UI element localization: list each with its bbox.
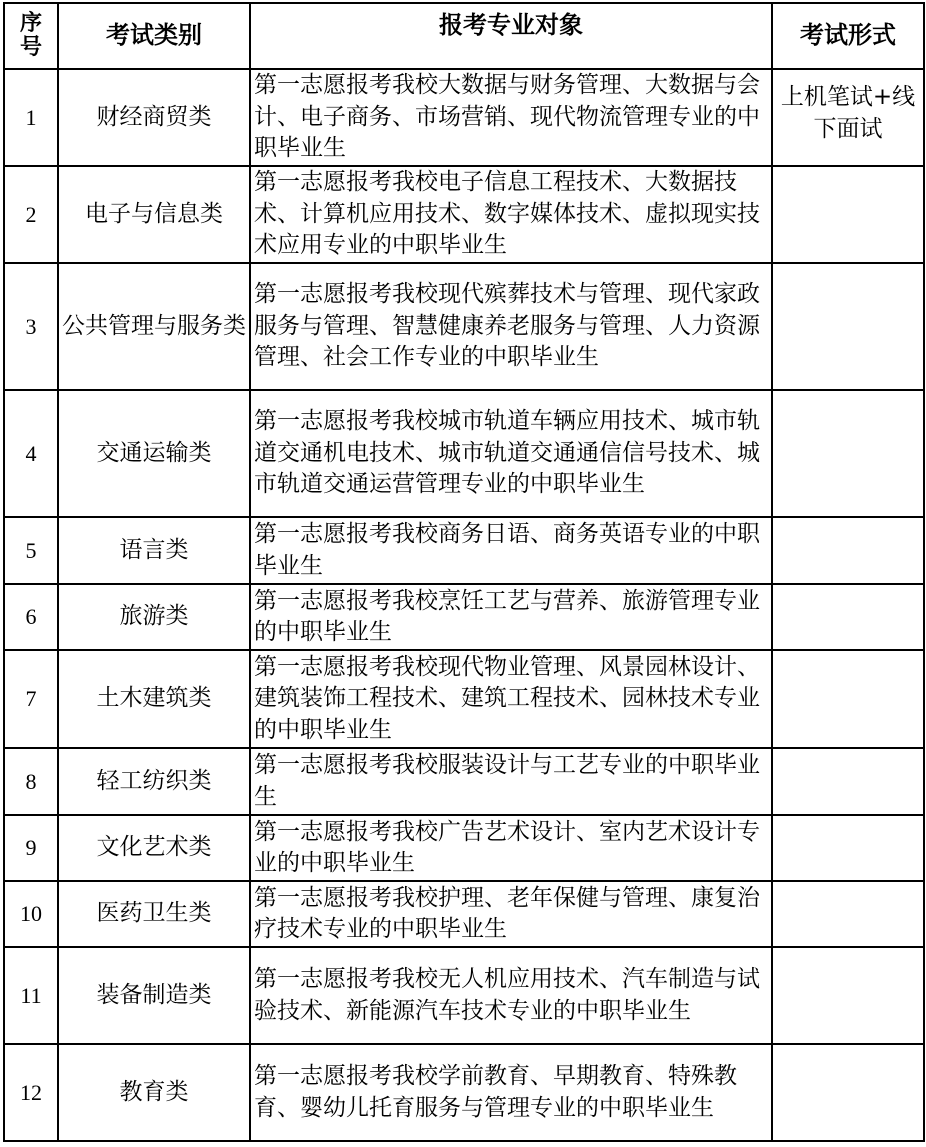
row-category: 轻工纺织类 [58, 748, 250, 815]
row-category: 文化艺术类 [58, 815, 250, 881]
row-category: 装备制造类 [58, 947, 250, 1044]
row-format [772, 166, 924, 263]
row-target: 第一志愿报考我校无人机应用技术、汽车制造与试验技术、新能源汽车技术专业的中职毕业生 [250, 947, 772, 1044]
row-format [772, 263, 924, 390]
row-category: 公共管理与服务类 [58, 263, 250, 390]
header-row [4, 3, 924, 69]
table-row [4, 815, 924, 881]
row-category: 医药卫生类 [58, 881, 250, 947]
header-num-line-2: 号 [19, 35, 42, 60]
row-category: 语言类 [58, 517, 250, 584]
exam-table [3, 2, 925, 1142]
row-target: 第一志愿报考我校学前教育、早期教育、特殊教育、婴幼儿托育服务与管理专业的中职毕业生 [250, 1044, 772, 1141]
row-num: 4 [4, 390, 58, 517]
row-target: 第一志愿报考我校现代殡葬技术与管理、现代家政服务与管理、智慧健康养老服务与管理、人力资源管理、社会工作专业的中职毕业生 [250, 263, 772, 390]
row-format [772, 881, 924, 947]
table-row [4, 650, 924, 748]
table-row [4, 517, 924, 584]
row-target: 第一志愿报考我校现代物业管理、风景园林设计、建筑装饰工程技术、建筑工程技术、园林技术专业的中职毕业生 [250, 650, 772, 748]
row-category: 交通运输类 [58, 390, 250, 517]
row-format [772, 650, 924, 748]
row-target: 第一志愿报考我校电子信息工程技术、大数据技术、计算机应用技术、数字媒体技术、虚拟现实技术应用专业的中职毕业生 [250, 166, 772, 263]
row-num: 1 [4, 69, 58, 166]
table-row [4, 166, 924, 263]
row-num: 3 [4, 263, 58, 390]
table-row [4, 947, 924, 1044]
table-row [4, 263, 924, 390]
row-num: 10 [4, 881, 58, 947]
row-category: 旅游类 [58, 584, 250, 650]
row-format [772, 584, 924, 650]
row-format [772, 390, 924, 517]
header-num [4, 3, 58, 69]
row-format [772, 748, 924, 815]
row-target: 第一志愿报考我校服装设计与工艺专业的中职毕业生 [250, 748, 772, 815]
row-category: 财经商贸类 [58, 69, 250, 166]
row-num: 9 [4, 815, 58, 881]
header-num-line-1: 序 [19, 11, 42, 36]
row-num: 8 [4, 748, 58, 815]
row-target: 第一志愿报考我校烹饪工艺与营养、旅游管理专业的中职毕业生 [250, 584, 772, 650]
row-target: 第一志愿报考我校城市轨道车辆应用技术、城市轨道交通机电技术、城市轨道交通通信信号技术、城市轨道交通运营管理专业的中职毕业生 [250, 390, 772, 517]
row-num: 12 [4, 1044, 58, 1141]
row-format [772, 517, 924, 584]
table-row [4, 69, 924, 166]
row-num: 7 [4, 650, 58, 748]
row-target: 第一志愿报考我校护理、老年保健与管理、康复治疗技术专业的中职毕业生 [250, 881, 772, 947]
row-num: 11 [4, 947, 58, 1044]
table-row [4, 584, 924, 650]
row-format [772, 947, 924, 1044]
table-row [4, 390, 924, 517]
row-target: 第一志愿报考我校商务日语、商务英语专业的中职毕业生 [250, 517, 772, 584]
row-category: 土木建筑类 [58, 650, 250, 748]
row-category: 教育类 [58, 1044, 250, 1141]
table-row [4, 881, 924, 947]
row-num: 2 [4, 166, 58, 263]
row-target: 第一志愿报考我校广告艺术设计、室内艺术设计专业的中职毕业生 [250, 815, 772, 881]
row-target: 第一志愿报考我校大数据与财务管理、大数据与会计、电子商务、市场营销、现代物流管理专业的中职毕业生 [250, 69, 772, 166]
table-row [4, 1044, 924, 1141]
header-target: 报考专业对象 [250, 3, 772, 69]
header-format: 考试形式 [772, 3, 924, 69]
row-format: 上机笔试+线下面试 [772, 69, 924, 166]
header-category: 考试类别 [58, 3, 250, 69]
row-category: 电子与信息类 [58, 166, 250, 263]
row-format [772, 1044, 924, 1141]
row-format [772, 815, 924, 881]
table-row [4, 748, 924, 815]
row-num: 5 [4, 517, 58, 584]
row-num: 6 [4, 584, 58, 650]
